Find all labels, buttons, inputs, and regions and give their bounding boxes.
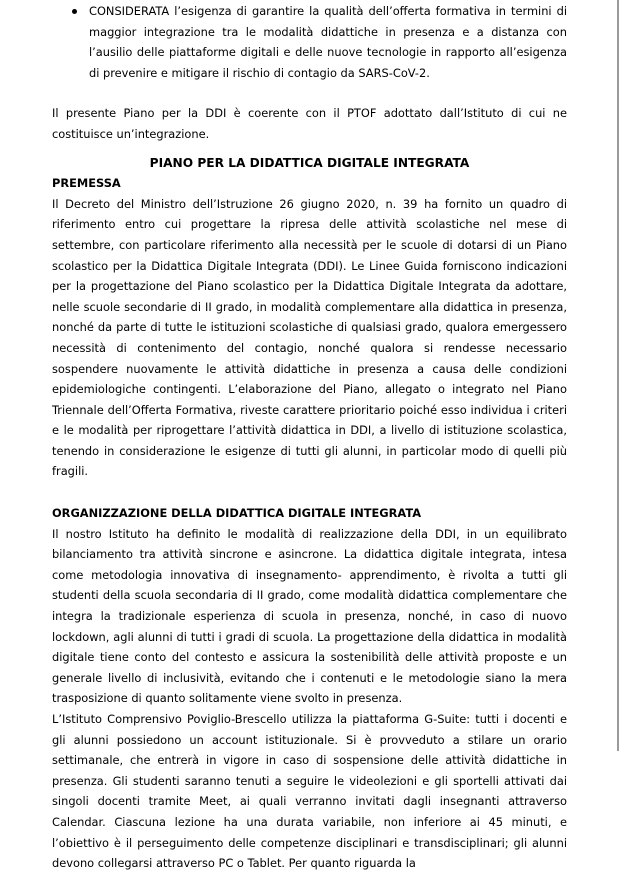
section-heading-premessa: PREMESSA xyxy=(52,176,121,191)
intro-paragraph: Il presente Piano per la DDI è coerente con il PTOF adottato dall’Istituto di cui ne costituisce un’integrazione. xyxy=(52,106,567,141)
section-heading-organizzazione: ORGANIZZAZIONE DELLA DIDATTICA DIGITALE INTEGRATA xyxy=(52,506,422,521)
document-title: PIANO PER LA DIDATTICA DIGITALE INTEGRATA xyxy=(149,155,470,170)
organizzazione-paragraph-1: Il nostro Istituto ha definito le modalità di realizzazione della DDI, in un equilibrato bilanciamento tra attività sincrone e asincrone. La didattica digitale integrata, intesa come metodologia innovativa di insegnamento- apprendimento, è rivolta a tutti gli studenti della scuola secondaria di II grado, come modalità didattica complementare che integra la tradizionale esperienza di scuola in presenza, nonché, in caso di nuovo lockdown, agli alunni di tutti i gradi di scuola. La progettazione della didattica in modalità digitale tiene conto del contesto e assicura la sostenibilità delle attività proposte e un generale livello di inclusività, evitando che i contenuti e le metodologie siano la mera trasposizione di quanto solitamente viene svolto in presenza. xyxy=(52,526,567,706)
bullet-icon xyxy=(72,9,77,14)
bullet-text: CONSIDERATA l’esigenza di garantire la qualità dell’offerta formativa in termini di maggior integrazione tra le modalità didattiche in presenza e a distanza con l’ausilio delle piattaforme digitali e delle nuove tecnologie in rapporto all’esigenza di prevenire e mitigare il rischio di contagio da SARS-CoV-2. xyxy=(89,4,567,80)
list-item xyxy=(52,1,567,83)
premessa-paragraph: Il Decreto del Ministro dell’Istruzione 26 giugno 2020, n. 39 ha fornito un quadro di riferimento entro cui progettare la ripresa delle attività scolastiche nel mese di settembre, con particolare riferimento alla necessità per le scuole di dotarsi di un Piano scolastico per la Didattica Digitale Integrata (DDI). Le Linee Guida forniscono indicazioni per la progettazione del Piano scolastico per la Didattica Digitale Integrata da adottare, nelle scuole secondarie di II grado, in modalità complementare alla didattica in presenza, nonché da parte di tutte le istituzioni scolastiche di qualsiasi grado, qualora emergessero necessità di contenimento del contagio, nonché qualora si rendesse necessario sospendere nuovamente le attività didattiche in presenza a causa delle condizioni epidemiologiche contingenti. L’elaborazione del Piano, allegato o integrato nel Piano Triennale dell’Offerta Formativa, riveste carattere prioritario poiché esso individua i criteri e le modalità per riprogettare l’attività didattica in DDI, a livello di istituzione scolastica, tenendo in considerazione le esigenze di tutti gli alunni, in particolar modo di quelli più fragili. xyxy=(52,196,567,479)
document-body xyxy=(52,0,567,874)
organizzazione-paragraph-2: L’Istituto Comprensivo Poviglio-Brescello utilizza la piattaforma G-Suite: tutti i docenti e gli alunni possiedono un account istituzionale. Si è provveduto a stilare un orario settimanale, che entrerà in vigore in caso di sospensione delle attività didattiche in presenza. Gli studenti saranno tenuti a seguire le videolezioni e gli sportelli attivati dai singoli docenti tramite Meet, ai quali verranno invitati dagli insegnanti attraverso Calendar. Ciascuna lezione ha una durata variabile, non inferiore ai 45 minuti, e l’obiettivo è il perseguimento delle competenze disciplinari e transdisciplinari; gli alunni devono collegarsi attraverso PC o Tablet. Per quanto riguarda la xyxy=(52,712,567,871)
